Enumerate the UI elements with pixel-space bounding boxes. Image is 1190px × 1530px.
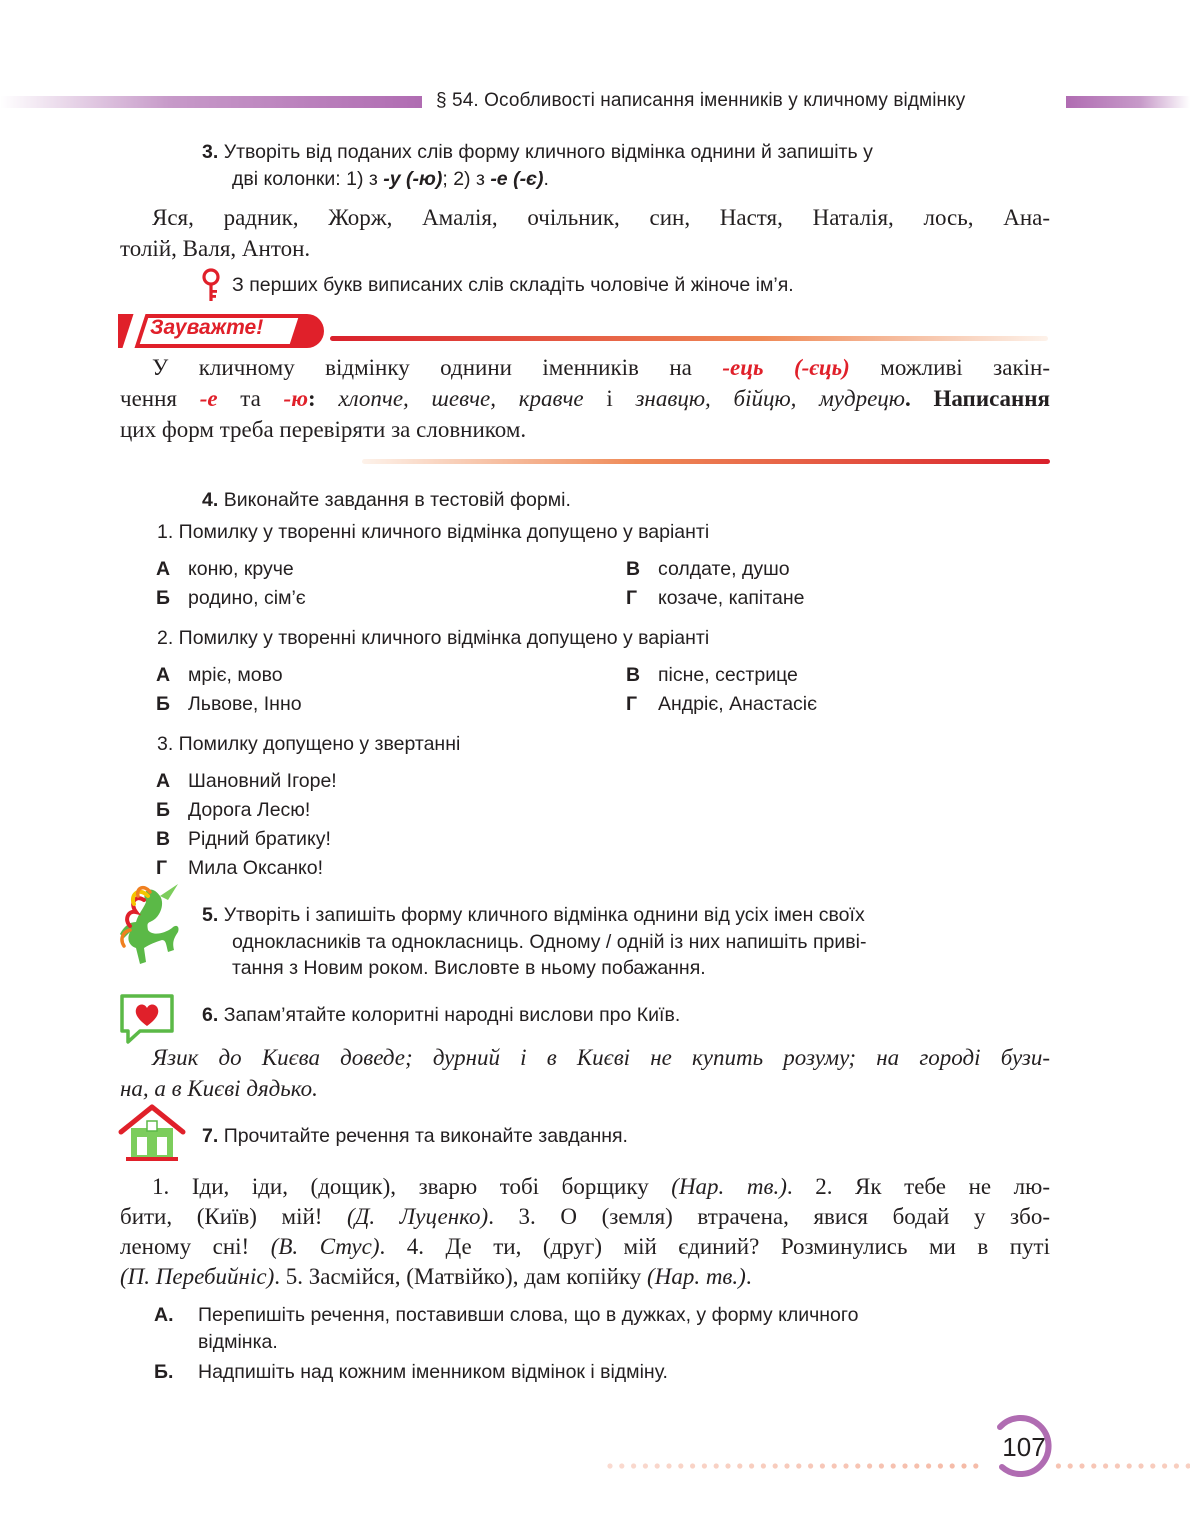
task-7 — [202, 1123, 628, 1150]
footer-dot — [1138, 1463, 1143, 1468]
footer-dot — [1127, 1463, 1132, 1468]
subtask-letter: А. — [154, 1304, 174, 1326]
footer-dot — [808, 1463, 813, 1468]
option — [156, 828, 331, 851]
note-example: знавцю, бійцю, мудрецю — [635, 386, 906, 411]
ending-e: -е (-є) — [490, 168, 544, 190]
footer-dots — [606, 1458, 1190, 1468]
task-text: дві колонки: 1) з — [232, 168, 384, 190]
word-list — [120, 202, 1050, 264]
footer-dot — [832, 1463, 837, 1468]
note-text — [120, 352, 1051, 445]
sentence-source: (П. Перебийніс) — [120, 1264, 275, 1289]
footer-dot — [914, 1463, 919, 1468]
note-text-part: цих форм треба перевіряти за словником. — [120, 417, 527, 442]
option-text: Шановний Ігоре! — [188, 770, 337, 792]
option — [156, 693, 302, 716]
footer-dot — [902, 1463, 907, 1468]
footer-dot — [891, 1463, 896, 1468]
note-ending: -ю — [283, 386, 308, 411]
footer-dot — [1079, 1463, 1084, 1468]
sentence-text: . 4. Де ти, (друг) мій єдиний? Розминулись ми в путі — [379, 1234, 1050, 1259]
option-letter: В — [626, 558, 641, 580]
note-divider-top — [330, 336, 1048, 341]
unicorn-icon — [116, 882, 194, 968]
page-number: 107 — [1002, 1432, 1046, 1462]
sentence-source: (Нар. тв.) — [671, 1174, 787, 1199]
ending-u: -у (-ю) — [383, 168, 443, 190]
option-letter: Б — [156, 799, 171, 821]
footer-dot — [714, 1463, 719, 1468]
saying-line: Язик до Києва доведе; дурний і в Києві не купить розуму; на городі бузи- — [152, 1045, 1050, 1070]
key-icon — [200, 268, 222, 304]
footer-dot — [678, 1463, 683, 1468]
option-letter: А — [156, 664, 171, 686]
footer-dot — [737, 1463, 742, 1468]
option — [626, 664, 798, 687]
option — [626, 558, 790, 581]
option — [156, 664, 283, 687]
sentence-text: . 2. Як тебе не лю- — [786, 1174, 1050, 1199]
task-4 — [202, 487, 571, 514]
option-text: Андріє, Анастасіє — [658, 693, 818, 715]
note-text-part: і — [583, 386, 636, 411]
option — [156, 770, 337, 793]
footer-dot — [1186, 1463, 1190, 1468]
footer-dot — [655, 1463, 660, 1468]
option-letter: А — [156, 558, 171, 580]
task-text: однокласників та однокласниць. Одному / одній із них напишіть приві- — [232, 930, 867, 953]
task-text: ; 2) з — [442, 168, 491, 190]
footer-dot — [1091, 1463, 1096, 1468]
sentence-text: леному сні! — [120, 1234, 271, 1259]
footer-dot — [843, 1463, 848, 1468]
footer-dot — [855, 1463, 860, 1468]
subtask-text: Перепишіть речення, поставивши слова, що в дужках, у форму кличного — [198, 1304, 859, 1326]
footer-dot — [867, 1463, 872, 1468]
footer-dot — [1174, 1463, 1179, 1468]
task-6 — [202, 1002, 680, 1029]
footer-dot — [607, 1463, 612, 1468]
question-3: 3. Помилку допущено у звертанні — [157, 733, 461, 755]
footer-dot — [961, 1463, 966, 1468]
subtask-a — [154, 1302, 994, 1356]
option-letter: Г — [626, 693, 638, 715]
footer-dot — [1162, 1463, 1167, 1468]
subtask-text: відмінка. — [198, 1331, 278, 1353]
footer-dot — [784, 1463, 789, 1468]
footer-dot — [749, 1463, 754, 1468]
footer-dot — [796, 1463, 801, 1468]
task-text: Виконайте завдання в тестовій формі. — [223, 489, 571, 511]
footer-dot — [926, 1463, 931, 1468]
house-icon — [118, 1104, 186, 1162]
task-number: 7. — [202, 1125, 219, 1147]
option-text: родино, сім’є — [188, 587, 306, 609]
sentence-source: (В. Стус) — [270, 1234, 380, 1259]
footer-dot — [820, 1463, 825, 1468]
task-number: 4. — [202, 489, 219, 511]
task-3 — [202, 139, 1022, 193]
option-letter: В — [626, 664, 641, 686]
note-ending: -е — [199, 386, 218, 411]
task-text: Запам’ятайте колоритні народні вислови про Київ. — [223, 1004, 681, 1026]
subtask-letter: Б. — [154, 1361, 174, 1383]
note-divider-bottom — [362, 459, 1050, 464]
task-text: Утворіть і запишіть форму кличного відмінка однини від усіх імен своїх — [223, 904, 865, 926]
sentence-source: (Нар. тв.) — [647, 1264, 746, 1289]
option-text: Львове, Інно — [188, 693, 302, 715]
note-text-part: У кличному відмінку однини іменників на — [152, 355, 723, 380]
sentence-text: . 3. О (земля) втрачена, явися бодай у збо- — [488, 1204, 1050, 1229]
footer-dot — [1103, 1463, 1108, 1468]
option-letter: Г — [626, 587, 638, 609]
task-number: 6. — [202, 1004, 219, 1026]
footer-dot — [702, 1463, 707, 1468]
note-text-part: можливі закін- — [849, 355, 1050, 380]
option-text: солдате, душо — [658, 558, 790, 580]
footer-dot — [690, 1463, 695, 1468]
header-bar-right — [1066, 96, 1190, 108]
key-hint: З перших букв виписаних слів складіть чоловіче й жіноче ім’я. — [232, 274, 794, 296]
footer-dot — [725, 1463, 730, 1468]
footer-dot — [643, 1463, 648, 1468]
footer-dot — [879, 1463, 884, 1468]
word-list-line: толій, Валя, Антон. — [120, 236, 311, 261]
sentence-text: бити, (Київ) мій! — [120, 1204, 348, 1229]
task-text: Утворіть від поданих слів форму кличного відмінка однини й запишіть у — [223, 141, 873, 163]
header-bar-left — [0, 96, 422, 108]
note-label: Зауважте! — [150, 316, 264, 339]
option-letter: Б — [156, 587, 171, 609]
heart-chat-icon — [118, 993, 176, 1045]
footer-dot — [1115, 1463, 1120, 1468]
footer-dot — [1150, 1463, 1155, 1468]
note-text-part: чення — [120, 386, 200, 411]
option-text: коню, круче — [188, 558, 294, 580]
option-letter: В — [156, 828, 171, 850]
question-2: 2. Помилку у творенні кличного відмінка допущено у варіанті — [157, 627, 710, 649]
task-text: тання з Новим роком. Висловте в ньому побажання. — [232, 957, 706, 979]
task-5 — [202, 902, 1002, 982]
folk-sayings — [120, 1042, 1050, 1104]
saying-line: на, а в Києві дядько. — [120, 1076, 318, 1101]
option — [156, 857, 323, 880]
option-text: Рідний братику! — [188, 828, 331, 850]
footer-dot — [1068, 1463, 1073, 1468]
option — [626, 693, 817, 716]
footer-dot — [619, 1463, 624, 1468]
note-example: хлопче, шевче, кравче — [338, 386, 584, 411]
option — [156, 799, 310, 822]
footer-dot — [938, 1463, 943, 1468]
sentence-text: 1. Іди, іди, (дощик), зварю тобі борщику — [152, 1174, 672, 1199]
note-text-part: . Написання — [905, 386, 1051, 411]
sentences — [120, 1172, 1050, 1292]
option-text: козаче, капітане — [658, 587, 805, 609]
subtask-text: Надпишіть над кожним іменником відмінок і відміну. — [198, 1361, 668, 1383]
option-text: пісне, сестрице — [658, 664, 798, 686]
subtask-b — [154, 1359, 994, 1386]
option-letter: Г — [156, 857, 168, 879]
sentence-source: (Д. Луценко) — [347, 1204, 489, 1229]
footer-dot — [973, 1463, 978, 1468]
note-text-part: : — [307, 386, 339, 411]
note-text-part: та — [217, 386, 284, 411]
section-title: § 54. Особливості написання іменників у кличному відмінку — [436, 90, 966, 111]
sentence-text: . — [745, 1264, 752, 1289]
footer-dot — [666, 1463, 671, 1468]
sentence-text: . 5. Засмійся, (Матвійко), дам копійку — [274, 1264, 648, 1289]
option-text: мріє, мово — [188, 664, 283, 686]
footer-dot — [950, 1463, 955, 1468]
task-number: 5. — [202, 904, 219, 926]
option-letter: Б — [156, 693, 171, 715]
option — [156, 558, 294, 581]
footer-dot — [761, 1463, 766, 1468]
footer-dot — [1056, 1463, 1061, 1468]
option — [626, 587, 804, 610]
task-text: . — [543, 168, 549, 190]
footer-dot — [773, 1463, 778, 1468]
note-ending: -ець (-єць) — [722, 355, 850, 380]
option-letter: А — [156, 770, 171, 792]
question-1: 1. Помилку у творенні кличного відмінка допущено у варіанті — [157, 521, 710, 543]
option — [156, 587, 306, 610]
option-text: Мила Оксанко! — [188, 857, 324, 879]
footer-dot — [631, 1463, 636, 1468]
task-text: Прочитайте речення та виконайте завдання. — [223, 1125, 628, 1147]
task-number: 3. — [202, 141, 219, 163]
word-list-line: Яся, радник, Жорж, Амалія, очільник, син, Настя, Наталія, лось, Ана- — [152, 205, 1050, 230]
option-text: Дорога Лесю! — [188, 799, 311, 821]
